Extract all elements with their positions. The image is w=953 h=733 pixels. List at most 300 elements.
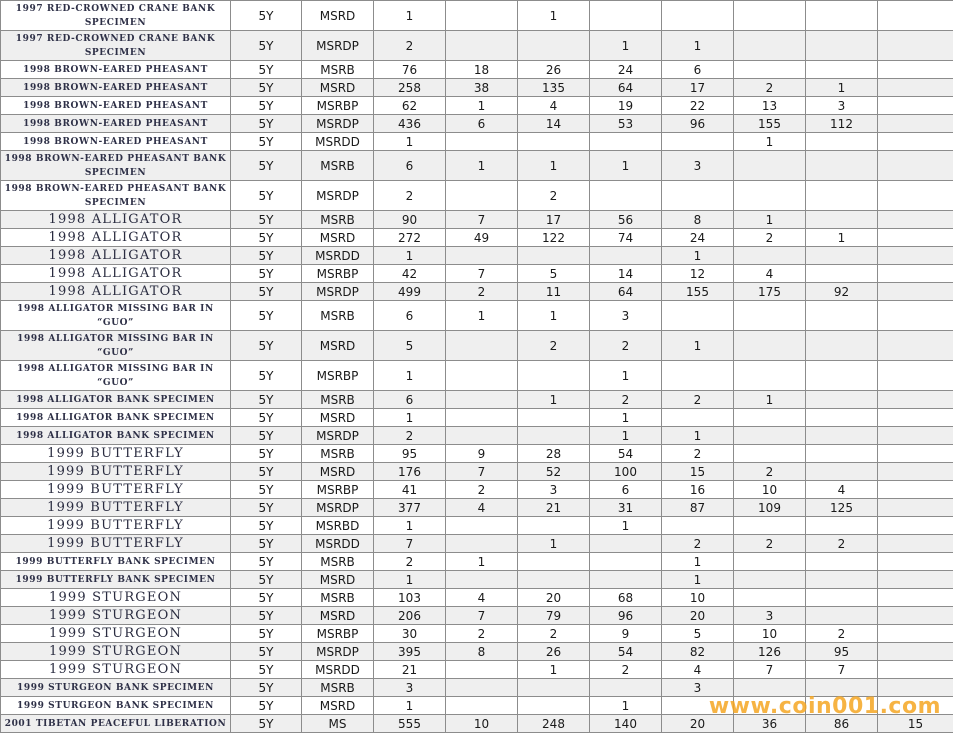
grade-cell: MS bbox=[302, 715, 374, 733]
count-cell bbox=[878, 181, 953, 211]
coin-name-cell: 1998 ALLIGATOR bbox=[1, 229, 231, 247]
count-cell: 1 bbox=[518, 661, 590, 679]
grade-cell: MSRBD bbox=[302, 517, 374, 535]
count-cell bbox=[878, 427, 953, 445]
coin-name-cell: 1998 BROWN-EARED PHEASANT BANK SPECIMEN bbox=[1, 181, 231, 211]
count-cell: 2 bbox=[734, 79, 806, 97]
count-cell bbox=[878, 97, 953, 115]
count-cell: 248 bbox=[518, 715, 590, 733]
count-cell bbox=[734, 697, 806, 715]
count-cell: 68 bbox=[590, 589, 662, 607]
count-cell: 2 bbox=[806, 535, 878, 553]
table-row bbox=[1, 265, 953, 283]
count-cell bbox=[518, 517, 590, 535]
total-cell: 436 bbox=[374, 115, 446, 133]
total-cell: 395 bbox=[374, 643, 446, 661]
count-cell bbox=[734, 427, 806, 445]
term-cell: 5Y bbox=[231, 553, 302, 571]
count-cell bbox=[806, 409, 878, 427]
count-cell: 2 bbox=[662, 535, 734, 553]
term-cell: 5Y bbox=[231, 625, 302, 643]
term-cell: 5Y bbox=[231, 391, 302, 409]
count-cell bbox=[806, 1, 878, 31]
term-cell: 5Y bbox=[231, 361, 302, 391]
count-cell: 2 bbox=[446, 283, 518, 301]
count-cell: 10 bbox=[662, 589, 734, 607]
count-cell: 4 bbox=[662, 661, 734, 679]
table-row bbox=[1, 553, 953, 571]
count-cell: 12 bbox=[662, 265, 734, 283]
count-cell bbox=[806, 427, 878, 445]
count-cell: 1 bbox=[662, 427, 734, 445]
coin-name-cell: 1997 RED-CROWNED CRANE BANK SPECIMEN bbox=[1, 31, 231, 61]
table-row bbox=[1, 427, 953, 445]
count-cell bbox=[518, 361, 590, 391]
count-cell bbox=[878, 607, 953, 625]
table-row bbox=[1, 643, 953, 661]
total-cell: 21 bbox=[374, 661, 446, 679]
count-cell: 1 bbox=[590, 697, 662, 715]
count-cell bbox=[590, 247, 662, 265]
count-cell bbox=[446, 331, 518, 361]
count-cell: 31 bbox=[590, 499, 662, 517]
total-cell: 499 bbox=[374, 283, 446, 301]
count-cell: 1 bbox=[590, 151, 662, 181]
count-cell: 5 bbox=[518, 265, 590, 283]
table-row bbox=[1, 61, 953, 79]
table-row bbox=[1, 517, 953, 535]
count-cell bbox=[662, 181, 734, 211]
table-row bbox=[1, 331, 953, 361]
count-cell bbox=[734, 151, 806, 181]
table-row bbox=[1, 391, 953, 409]
count-cell: 54 bbox=[590, 643, 662, 661]
count-cell bbox=[878, 697, 953, 715]
count-cell bbox=[878, 361, 953, 391]
count-cell: 20 bbox=[662, 607, 734, 625]
coin-name-cell: 1999 STURGEON bbox=[1, 643, 231, 661]
count-cell: 20 bbox=[518, 589, 590, 607]
count-cell bbox=[878, 553, 953, 571]
count-cell: 2 bbox=[446, 481, 518, 499]
count-cell bbox=[446, 661, 518, 679]
count-cell: 86 bbox=[806, 715, 878, 733]
total-cell: 6 bbox=[374, 151, 446, 181]
count-cell: 1 bbox=[446, 151, 518, 181]
count-cell bbox=[590, 535, 662, 553]
total-cell: 1 bbox=[374, 517, 446, 535]
count-cell: 19 bbox=[590, 97, 662, 115]
count-cell bbox=[878, 499, 953, 517]
grade-cell: MSRB bbox=[302, 553, 374, 571]
coin-name-cell: 1999 BUTTERFLY bbox=[1, 535, 231, 553]
grade-cell: MSRB bbox=[302, 445, 374, 463]
count-cell: 8 bbox=[662, 211, 734, 229]
coin-name-cell: 1999 BUTTERFLY bbox=[1, 445, 231, 463]
grade-cell: MSRBP bbox=[302, 625, 374, 643]
table-row bbox=[1, 229, 953, 247]
count-cell: 13 bbox=[734, 97, 806, 115]
count-cell: 64 bbox=[590, 79, 662, 97]
count-cell: 1 bbox=[662, 247, 734, 265]
table-row bbox=[1, 607, 953, 625]
term-cell: 5Y bbox=[231, 481, 302, 499]
count-cell bbox=[806, 679, 878, 697]
count-cell: 36 bbox=[734, 715, 806, 733]
count-cell: 2 bbox=[590, 661, 662, 679]
grade-cell: MSRDP bbox=[302, 31, 374, 61]
count-cell: 1 bbox=[734, 133, 806, 151]
grade-cell: MSRD bbox=[302, 571, 374, 589]
count-cell bbox=[662, 697, 734, 715]
total-cell: 176 bbox=[374, 463, 446, 481]
coin-name-cell: 1999 BUTTERFLY BANK SPECIMEN bbox=[1, 553, 231, 571]
grade-cell: MSRB bbox=[302, 679, 374, 697]
count-cell bbox=[734, 331, 806, 361]
count-cell: 96 bbox=[662, 115, 734, 133]
total-cell: 2 bbox=[374, 181, 446, 211]
watermark-logo: www.coin001.com bbox=[708, 694, 941, 719]
count-cell bbox=[878, 211, 953, 229]
count-cell bbox=[662, 517, 734, 535]
count-cell bbox=[878, 283, 953, 301]
count-cell: 15 bbox=[878, 715, 953, 733]
count-cell: 140 bbox=[590, 715, 662, 733]
coin-name-cell: 1998 BROWN-EARED PHEASANT bbox=[1, 115, 231, 133]
count-cell: 2 bbox=[590, 391, 662, 409]
count-cell bbox=[734, 247, 806, 265]
total-cell: 6 bbox=[374, 301, 446, 331]
count-cell bbox=[590, 1, 662, 31]
total-cell: 7 bbox=[374, 535, 446, 553]
total-cell: 1 bbox=[374, 571, 446, 589]
count-cell: 155 bbox=[662, 283, 734, 301]
count-cell: 155 bbox=[734, 115, 806, 133]
count-cell bbox=[806, 61, 878, 79]
total-cell: 272 bbox=[374, 229, 446, 247]
term-cell: 5Y bbox=[231, 211, 302, 229]
total-cell: 103 bbox=[374, 589, 446, 607]
table-row bbox=[1, 247, 953, 265]
count-cell bbox=[662, 361, 734, 391]
count-cell bbox=[878, 391, 953, 409]
count-cell bbox=[878, 517, 953, 535]
count-cell bbox=[518, 409, 590, 427]
count-cell bbox=[518, 571, 590, 589]
count-cell: 79 bbox=[518, 607, 590, 625]
table-row bbox=[1, 715, 953, 733]
count-cell: 122 bbox=[518, 229, 590, 247]
count-cell bbox=[734, 1, 806, 31]
total-cell: 90 bbox=[374, 211, 446, 229]
count-cell: 4 bbox=[806, 481, 878, 499]
total-cell: 1 bbox=[374, 361, 446, 391]
count-cell bbox=[446, 31, 518, 61]
term-cell: 5Y bbox=[231, 283, 302, 301]
count-cell bbox=[518, 427, 590, 445]
coin-name-cell: 1999 BUTTERFLY bbox=[1, 481, 231, 499]
count-cell: 18 bbox=[446, 61, 518, 79]
term-cell: 5Y bbox=[231, 589, 302, 607]
grade-cell: MSRDP bbox=[302, 643, 374, 661]
count-cell: 53 bbox=[590, 115, 662, 133]
count-cell bbox=[806, 361, 878, 391]
grade-cell: MSRDP bbox=[302, 181, 374, 211]
count-cell bbox=[806, 589, 878, 607]
count-cell: 125 bbox=[806, 499, 878, 517]
count-cell: 7 bbox=[446, 607, 518, 625]
count-cell: 1 bbox=[662, 571, 734, 589]
count-cell: 1 bbox=[518, 391, 590, 409]
count-cell bbox=[878, 133, 953, 151]
table-row bbox=[1, 445, 953, 463]
total-cell: 377 bbox=[374, 499, 446, 517]
count-cell bbox=[878, 151, 953, 181]
count-cell bbox=[878, 1, 953, 31]
grade-cell: MSRB bbox=[302, 589, 374, 607]
count-cell bbox=[518, 679, 590, 697]
coin-name-cell: 1998 BROWN-EARED PHEASANT bbox=[1, 61, 231, 79]
count-cell: 10 bbox=[734, 481, 806, 499]
count-cell bbox=[662, 409, 734, 427]
count-cell bbox=[734, 589, 806, 607]
count-cell bbox=[446, 697, 518, 715]
count-cell: 54 bbox=[590, 445, 662, 463]
count-cell: 1 bbox=[590, 517, 662, 535]
count-cell: 1 bbox=[518, 535, 590, 553]
table-row bbox=[1, 679, 953, 697]
count-cell: 4 bbox=[518, 97, 590, 115]
coin-name-cell: 1999 STURGEON bbox=[1, 625, 231, 643]
count-cell: 2 bbox=[518, 625, 590, 643]
count-cell bbox=[806, 445, 878, 463]
term-cell: 5Y bbox=[231, 445, 302, 463]
coin-name-cell: 1999 BUTTERFLY bbox=[1, 499, 231, 517]
table-row bbox=[1, 535, 953, 553]
count-cell: 4 bbox=[446, 499, 518, 517]
total-cell: 555 bbox=[374, 715, 446, 733]
grade-cell: MSRDD bbox=[302, 247, 374, 265]
term-cell: 5Y bbox=[231, 643, 302, 661]
count-cell: 64 bbox=[590, 283, 662, 301]
count-cell: 6 bbox=[662, 61, 734, 79]
table-row bbox=[1, 463, 953, 481]
count-cell bbox=[878, 445, 953, 463]
count-cell bbox=[806, 151, 878, 181]
term-cell: 5Y bbox=[231, 79, 302, 97]
table-row bbox=[1, 301, 953, 331]
total-cell: 1 bbox=[374, 247, 446, 265]
grade-cell: MSRB bbox=[302, 391, 374, 409]
count-cell bbox=[878, 571, 953, 589]
count-cell: 49 bbox=[446, 229, 518, 247]
table-row bbox=[1, 571, 953, 589]
count-cell bbox=[806, 517, 878, 535]
table-row bbox=[1, 151, 953, 181]
count-cell bbox=[878, 331, 953, 361]
coin-name-cell: 1998 BROWN-EARED PHEASANT BANK SPECIMEN bbox=[1, 151, 231, 181]
count-cell: 7 bbox=[734, 661, 806, 679]
term-cell: 5Y bbox=[231, 265, 302, 283]
count-cell bbox=[518, 697, 590, 715]
count-cell: 1 bbox=[590, 361, 662, 391]
grade-cell: MSRBP bbox=[302, 361, 374, 391]
term-cell: 5Y bbox=[231, 571, 302, 589]
count-cell: 3 bbox=[590, 301, 662, 331]
total-cell: 42 bbox=[374, 265, 446, 283]
coin-name-cell: 1999 STURGEON bbox=[1, 589, 231, 607]
count-cell: 10 bbox=[446, 715, 518, 733]
count-cell: 126 bbox=[734, 643, 806, 661]
term-cell: 5Y bbox=[231, 661, 302, 679]
term-cell: 5Y bbox=[231, 697, 302, 715]
count-cell bbox=[806, 391, 878, 409]
coin-name-cell: 1998 BROWN-EARED PHEASANT bbox=[1, 133, 231, 151]
coin-name-cell: 1999 BUTTERFLY bbox=[1, 517, 231, 535]
count-cell: 1 bbox=[806, 229, 878, 247]
count-cell bbox=[734, 361, 806, 391]
count-cell: 52 bbox=[518, 463, 590, 481]
table-row bbox=[1, 211, 953, 229]
term-cell: 5Y bbox=[231, 409, 302, 427]
table-row bbox=[1, 361, 953, 391]
count-cell: 1 bbox=[590, 427, 662, 445]
grade-cell: MSRB bbox=[302, 61, 374, 79]
total-cell: 206 bbox=[374, 607, 446, 625]
count-cell: 1 bbox=[518, 301, 590, 331]
count-cell: 1 bbox=[734, 391, 806, 409]
count-cell bbox=[518, 553, 590, 571]
coin-name-cell: 1998 ALLIGATOR BANK SPECIMEN bbox=[1, 409, 231, 427]
total-cell: 1 bbox=[374, 1, 446, 31]
count-cell bbox=[806, 463, 878, 481]
term-cell: 5Y bbox=[231, 115, 302, 133]
table-row bbox=[1, 697, 953, 715]
grade-cell: MSRBP bbox=[302, 481, 374, 499]
count-cell: 1 bbox=[662, 31, 734, 61]
count-cell bbox=[878, 115, 953, 133]
total-cell: 1 bbox=[374, 133, 446, 151]
count-cell bbox=[734, 61, 806, 79]
total-cell: 5 bbox=[374, 331, 446, 361]
count-cell bbox=[518, 133, 590, 151]
count-cell bbox=[878, 265, 953, 283]
count-cell: 2 bbox=[734, 463, 806, 481]
count-cell: 4 bbox=[446, 589, 518, 607]
count-cell: 82 bbox=[662, 643, 734, 661]
term-cell: 5Y bbox=[231, 499, 302, 517]
term-cell: 5Y bbox=[231, 607, 302, 625]
total-cell: 76 bbox=[374, 61, 446, 79]
count-cell: 17 bbox=[662, 79, 734, 97]
table-row bbox=[1, 31, 953, 61]
term-cell: 5Y bbox=[231, 427, 302, 445]
count-cell: 14 bbox=[590, 265, 662, 283]
total-cell: 2 bbox=[374, 427, 446, 445]
count-cell bbox=[878, 409, 953, 427]
count-cell bbox=[878, 625, 953, 643]
count-cell bbox=[446, 571, 518, 589]
table-body bbox=[1, 1, 953, 733]
count-cell bbox=[806, 211, 878, 229]
count-cell: 1 bbox=[518, 151, 590, 181]
count-cell: 2 bbox=[734, 535, 806, 553]
count-cell bbox=[878, 661, 953, 679]
term-cell: 5Y bbox=[231, 679, 302, 697]
count-cell: 3 bbox=[662, 151, 734, 181]
count-cell: 3 bbox=[734, 607, 806, 625]
count-cell bbox=[878, 31, 953, 61]
table-row bbox=[1, 661, 953, 679]
grade-cell: MSRDD bbox=[302, 535, 374, 553]
table-row bbox=[1, 133, 953, 151]
count-cell bbox=[806, 31, 878, 61]
count-cell bbox=[734, 301, 806, 331]
count-cell bbox=[446, 679, 518, 697]
count-cell bbox=[446, 181, 518, 211]
count-cell: 3 bbox=[806, 97, 878, 115]
count-cell: 109 bbox=[734, 499, 806, 517]
count-cell bbox=[518, 247, 590, 265]
count-cell: 8 bbox=[446, 643, 518, 661]
table-row bbox=[1, 79, 953, 97]
count-cell bbox=[734, 445, 806, 463]
term-cell: 5Y bbox=[231, 229, 302, 247]
count-cell: 15 bbox=[662, 463, 734, 481]
count-cell bbox=[806, 181, 878, 211]
count-cell: 175 bbox=[734, 283, 806, 301]
count-cell bbox=[806, 301, 878, 331]
count-cell: 26 bbox=[518, 61, 590, 79]
grade-cell: MSRB bbox=[302, 301, 374, 331]
count-cell bbox=[806, 247, 878, 265]
count-cell bbox=[734, 679, 806, 697]
count-cell: 135 bbox=[518, 79, 590, 97]
count-cell: 1 bbox=[590, 409, 662, 427]
table-row bbox=[1, 625, 953, 643]
count-cell: 7 bbox=[446, 463, 518, 481]
grade-cell: MSRD bbox=[302, 331, 374, 361]
count-cell: 24 bbox=[662, 229, 734, 247]
term-cell: 5Y bbox=[231, 133, 302, 151]
count-cell: 2 bbox=[518, 181, 590, 211]
coin-name-cell: 1998 ALLIGATOR BANK SPECIMEN bbox=[1, 427, 231, 445]
coin-name-cell: 1998 ALLIGATOR bbox=[1, 211, 231, 229]
coin-name-cell: 1998 ALLIGATOR bbox=[1, 247, 231, 265]
grade-cell: MSRDD bbox=[302, 661, 374, 679]
term-cell: 5Y bbox=[231, 517, 302, 535]
count-cell: 2 bbox=[446, 625, 518, 643]
coin-name-cell: 1998 BROWN-EARED PHEASANT bbox=[1, 79, 231, 97]
count-cell bbox=[878, 61, 953, 79]
count-cell: 20 bbox=[662, 715, 734, 733]
count-cell: 1 bbox=[446, 553, 518, 571]
count-cell bbox=[734, 181, 806, 211]
term-cell: 5Y bbox=[231, 1, 302, 31]
grade-cell: MSRD bbox=[302, 697, 374, 715]
count-cell bbox=[590, 133, 662, 151]
grade-cell: MSRD bbox=[302, 1, 374, 31]
count-cell bbox=[806, 571, 878, 589]
total-cell: 2 bbox=[374, 31, 446, 61]
count-cell bbox=[878, 79, 953, 97]
count-cell: 17 bbox=[518, 211, 590, 229]
count-cell: 2 bbox=[734, 229, 806, 247]
count-cell bbox=[878, 589, 953, 607]
total-cell: 2 bbox=[374, 553, 446, 571]
table-row bbox=[1, 97, 953, 115]
count-cell bbox=[878, 643, 953, 661]
